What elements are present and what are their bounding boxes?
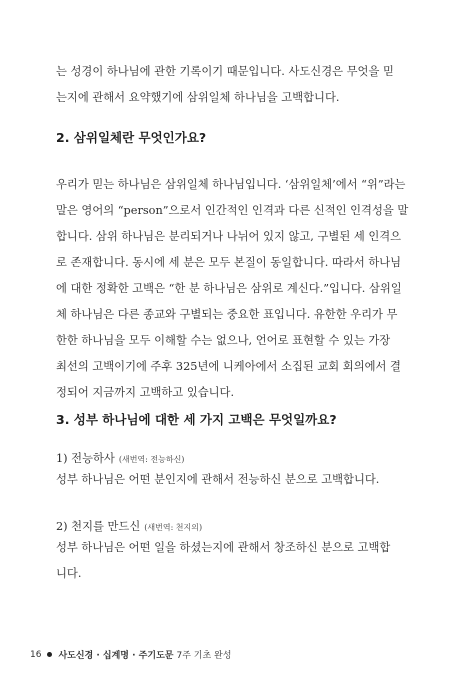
footer-book-title: 사도신경 · 십계명 · 주기도문 [58, 651, 174, 661]
intro-line: 는지에 관해서 요약했기에 삼위일체 하나님을 고백합니다. [56, 91, 340, 104]
item-2-title-text: 2) 천지를 만드신 [56, 520, 141, 533]
section-2-line: 로 존재합니다. 동시에 세 분은 모두 본질이 동일합니다. 따라서 하나님 [56, 256, 402, 269]
section-3-heading: 3. 성부 하나님에 대한 세 가지 고백은 무엇일까요? [56, 412, 337, 427]
section-2-line: 체 하나님은 다른 종교와 구별되는 중요한 표입니다. 유한한 우리가 무 [56, 308, 398, 321]
item-1-line: 성부 하나님은 어떤 분인지에 관해서 전능하신 분으로 고백합니다. [56, 473, 380, 486]
section-2-line: 합니다. 삼위 하나님은 분리되거나 나뉘어 있지 않고, 구별된 세 인격으 [56, 230, 402, 243]
item-1-title-text: 1) 전능하사 [56, 452, 115, 465]
item-2-paragraph [56, 535, 421, 587]
bullet-dot-icon [47, 652, 52, 657]
section-2-line: 에 대한 정확한 고백은 “한 분 하나님은 삼위로 계신다.”입니다. 삼위일 [56, 282, 402, 295]
intro-line: 는 성경이 하나님에 관한 기록이기 때문입니다. 사도신경은 무엇을 믿 [56, 65, 394, 78]
item-1-paragraph [56, 467, 421, 493]
page-footer [30, 648, 231, 661]
section-2-paragraph [56, 172, 421, 406]
item-1-title [56, 450, 184, 466]
section-2-line: 최선의 고백이기에 주후 325년에 니케아에서 소집된 교회 회의에서 결 [56, 360, 401, 373]
item-1-note: (새번역: 전능하신) [118, 455, 185, 464]
section-2-line: 우리가 믿는 하나님은 삼위일체 하나님입니다. ‘삼위일체’에서 “위”라는 [56, 178, 406, 191]
section-2-line: 한한 하나님을 모두 이해할 수는 없으나, 언어로 표현할 수 있는 가장 [56, 334, 391, 347]
section-2-line: 말은 영어의 “person”으로서 인간적인 인격과 다른 신적인 인격성을 말 [56, 204, 409, 217]
item-2-line: 니다. [56, 567, 82, 580]
section-2-heading: 2. 삼위일체란 무엇인가요? [56, 130, 207, 145]
item-2-title [56, 518, 202, 534]
intro-paragraph [56, 59, 421, 111]
section-2-line: 정되어 지금까지 고백하고 있습니다. [56, 386, 235, 399]
item-2-line: 성부 하나님은 어떤 일을 하셨는지에 관해서 창조하신 분으로 고백합 [56, 541, 391, 554]
item-2-note: (새번역: 천지의) [144, 523, 203, 532]
footer-book-subtitle: 7주 기초 완성 [176, 651, 232, 661]
page-number: 16 [30, 649, 42, 660]
